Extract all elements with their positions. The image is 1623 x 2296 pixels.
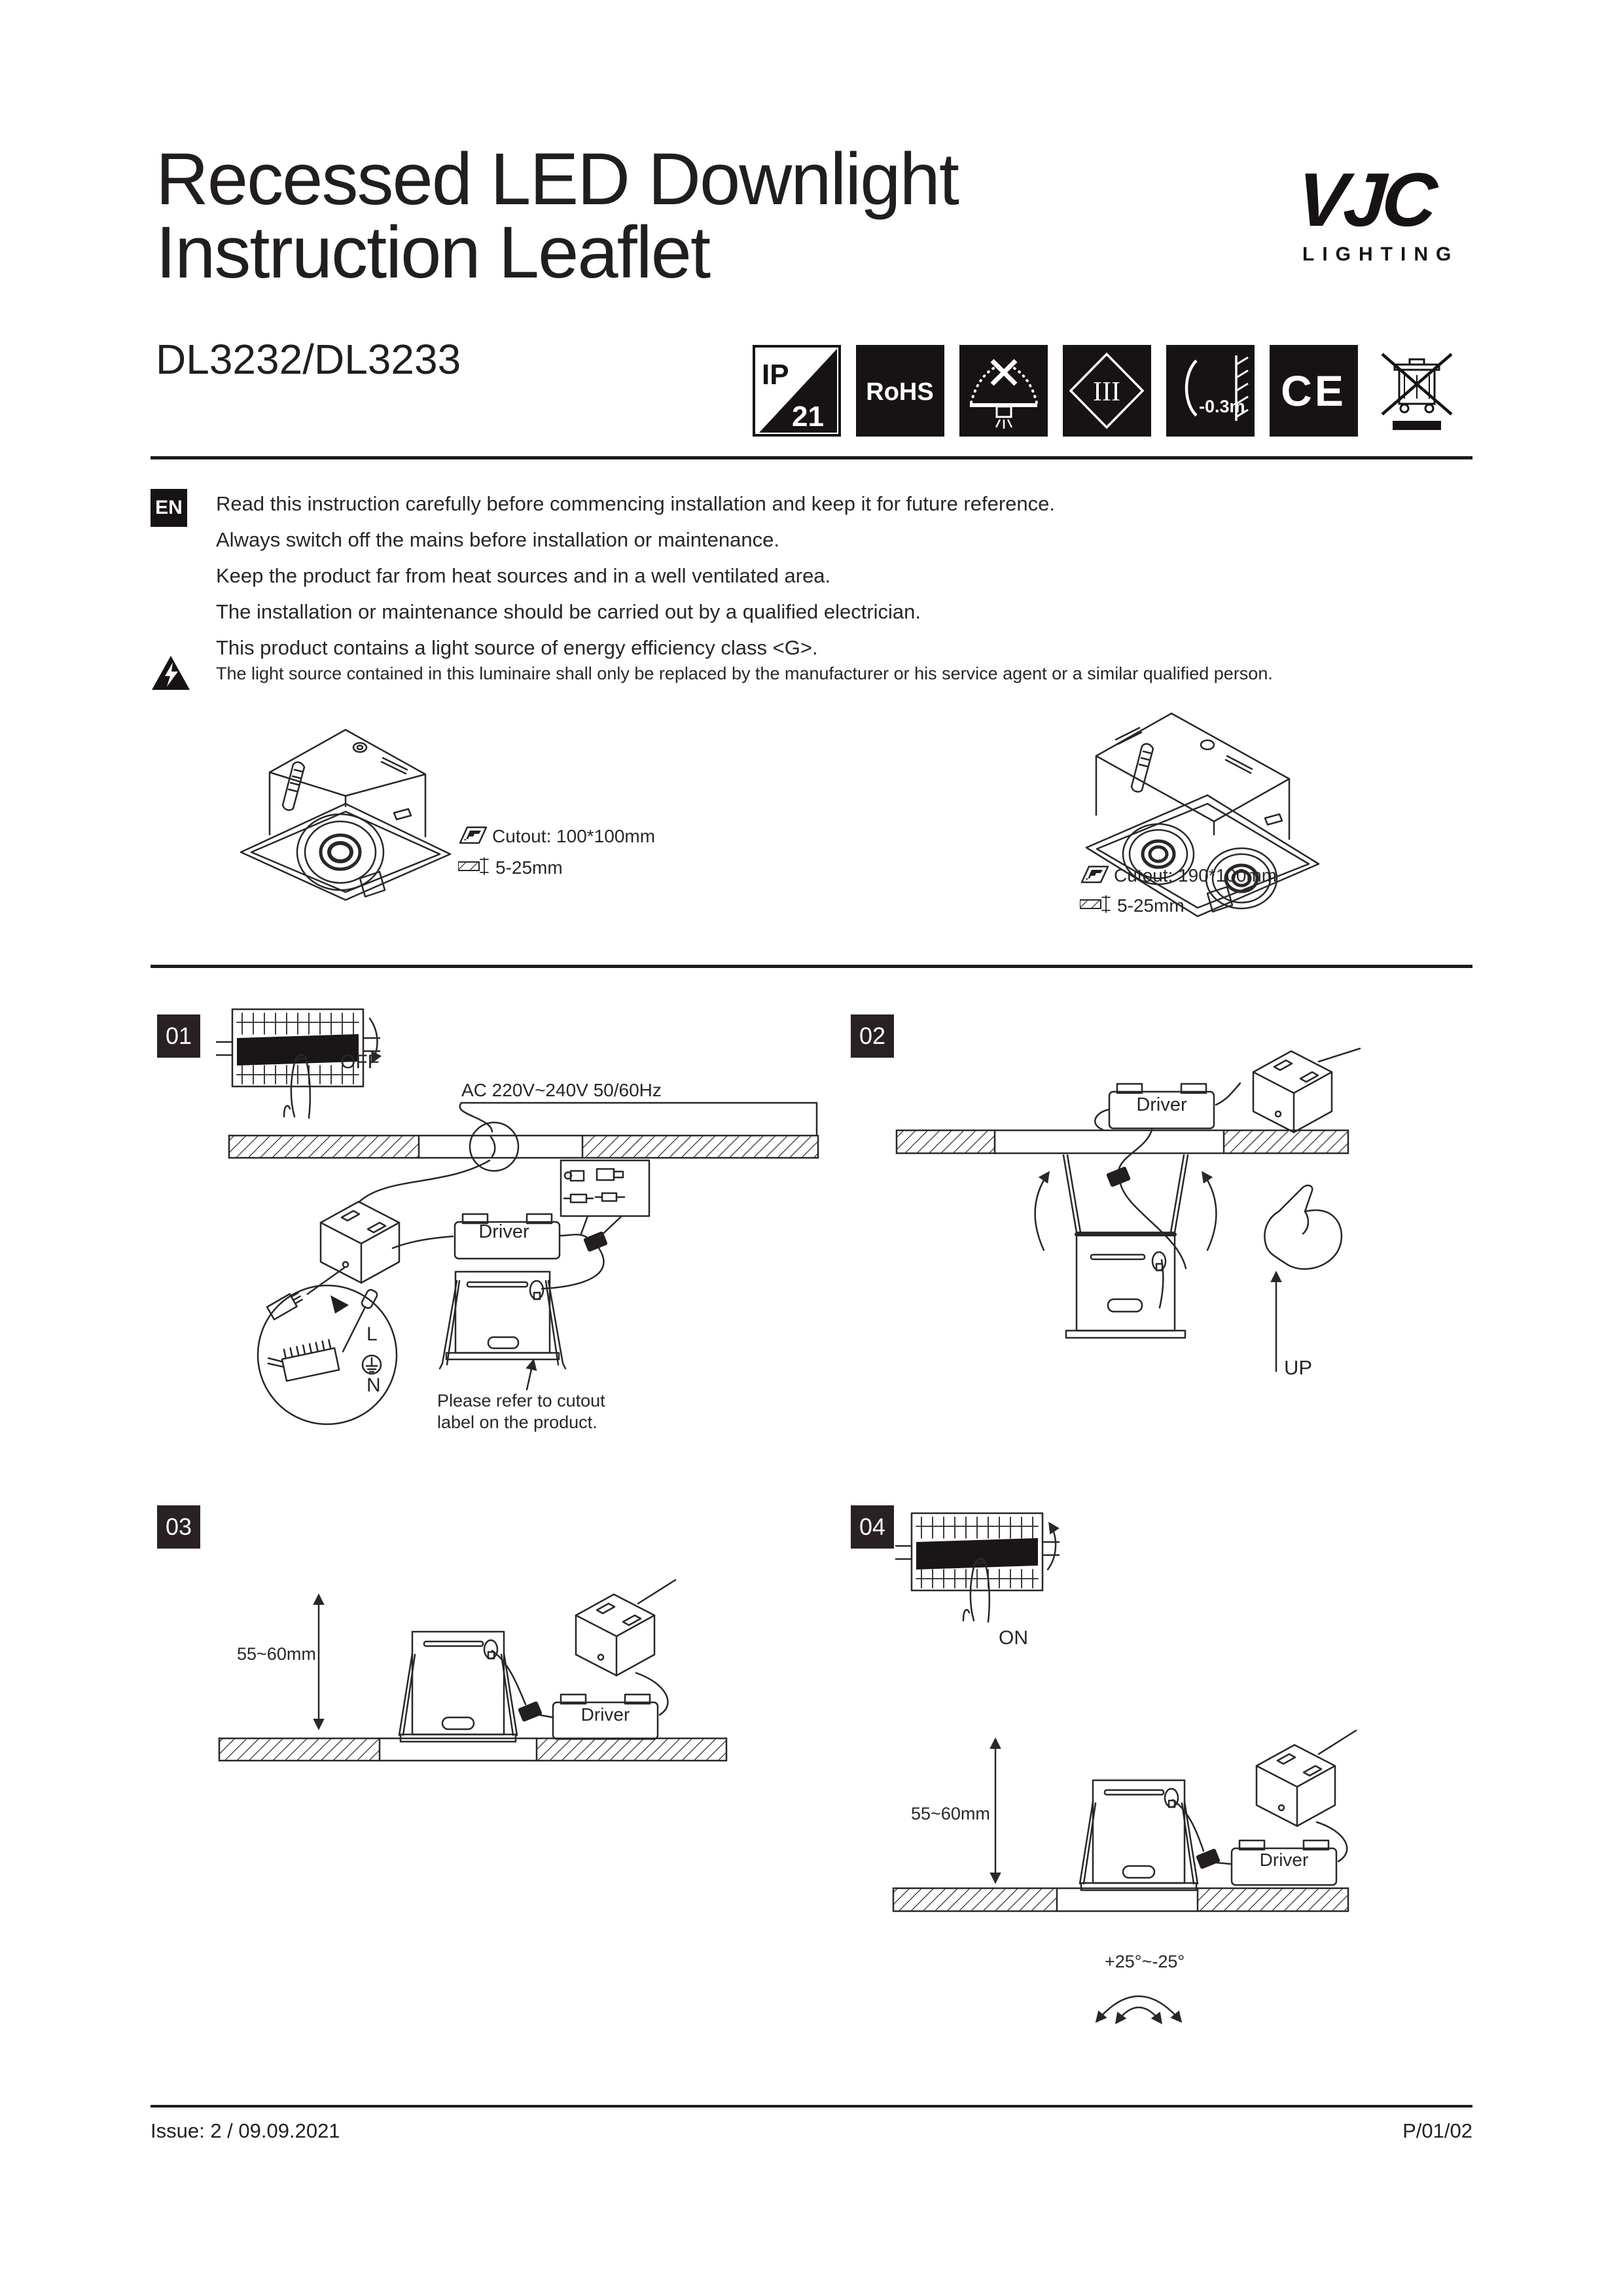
rohs-icon [856, 345, 944, 437]
switch-off-label: OFF [340, 1051, 380, 1073]
cutout-note-line1: Please refer to cutout [437, 1391, 605, 1410]
header-divider [151, 456, 1472, 459]
instruction-line: Keep the product far from heat sources and in a well ventilated area. [216, 564, 831, 587]
footer-page-number: P/01/02 [1402, 2119, 1472, 2142]
thickness-label-double: 5-25mm [1117, 895, 1185, 916]
mains-voltage-label: AC 220V~240V 50/60Hz [461, 1080, 662, 1100]
single-downlight-drawing [164, 707, 465, 913]
terminal-n-label: N [366, 1374, 381, 1396]
svg-text:RoHS: RoHS [866, 378, 934, 406]
svg-text:CE: CE [1281, 367, 1346, 415]
page-title-line2: Instruction Leaflet [156, 211, 710, 293]
install-diagram-step4 [890, 1715, 1479, 2045]
svg-text:-0.3m: -0.3m [1199, 397, 1245, 416]
brand-logo-subtext: LIGHTING [1302, 243, 1459, 265]
recess-depth-label: 55~60mm [237, 1644, 316, 1664]
page-title-line1: Recessed LED Downlight [156, 138, 958, 220]
ceiling-thickness-icon [458, 857, 490, 879]
recess-depth-label: 55~60mm [911, 1804, 990, 1823]
weee-bin-icon [1373, 345, 1461, 437]
instruction-line: Always switch off the mains before installation or maintenance. [216, 528, 779, 551]
warning-triangle-icon [151, 655, 191, 696]
ce-mark-icon [1270, 345, 1358, 437]
driver-label: Driver [1136, 1094, 1187, 1115]
step-03-badge: 03 [157, 1505, 200, 1549]
cutout-label-single: Cutout: 100*100mm [492, 826, 656, 846]
svg-text:21: 21 [792, 401, 824, 433]
terminal-l-label: L [366, 1323, 378, 1345]
install-diagram-step3 [209, 1571, 753, 1770]
no-insulation-cover-icon [959, 345, 1048, 437]
mains-switch-on-drawing [895, 1504, 1069, 1648]
svg-text:III: III [1093, 377, 1120, 407]
step-02-badge: 02 [851, 1014, 894, 1058]
switch-on-label: ON [999, 1627, 1028, 1649]
driver-label: Driver [478, 1221, 529, 1242]
step-04-badge: 04 [851, 1505, 894, 1549]
warning-text: The light source contained in this luminaire shall only be replaced by the manufacturer or his service agent or a similar qualified person. [216, 664, 1273, 683]
footer-divider [151, 2105, 1472, 2108]
step-01-badge: 01 [157, 1014, 200, 1058]
section-divider [151, 965, 1472, 968]
up-label: UP [1284, 1356, 1313, 1379]
svg-text:IP: IP [762, 359, 789, 391]
driver-label: Driver [580, 1704, 630, 1725]
min-distance-icon [1166, 345, 1255, 437]
model-number: DL3232/DL3233 [156, 336, 461, 383]
cutout-note-line2: label on the product. [437, 1412, 597, 1432]
instruction-line: The installation or maintenance should be carried out by a qualified electrician. [216, 600, 921, 623]
driver-label: Driver [1259, 1850, 1309, 1870]
footer-issue: Issue: 2 / 09.09.2021 [151, 2119, 340, 2142]
ceiling-thickness-icon [1080, 895, 1111, 917]
ip-rating-icon [753, 345, 841, 437]
thickness-label-single: 5-25mm [495, 857, 563, 878]
instruction-line: Read this instruction carefully before commencing installation and keep it for future reference. [216, 492, 1056, 515]
language-badge: EN [151, 489, 187, 527]
cutout-label-double: Cutout: 190*100mm [1114, 865, 1277, 886]
cutout-icon [458, 825, 488, 849]
tilt-range-label: +25°~-25° [1105, 1952, 1185, 1971]
cutout-icon [1080, 864, 1110, 888]
class-iii-icon [1063, 345, 1151, 437]
brand-logo: VJC [1294, 157, 1436, 242]
instruction-line: This product contains a light source of energy efficiency class <G>. [216, 636, 818, 659]
